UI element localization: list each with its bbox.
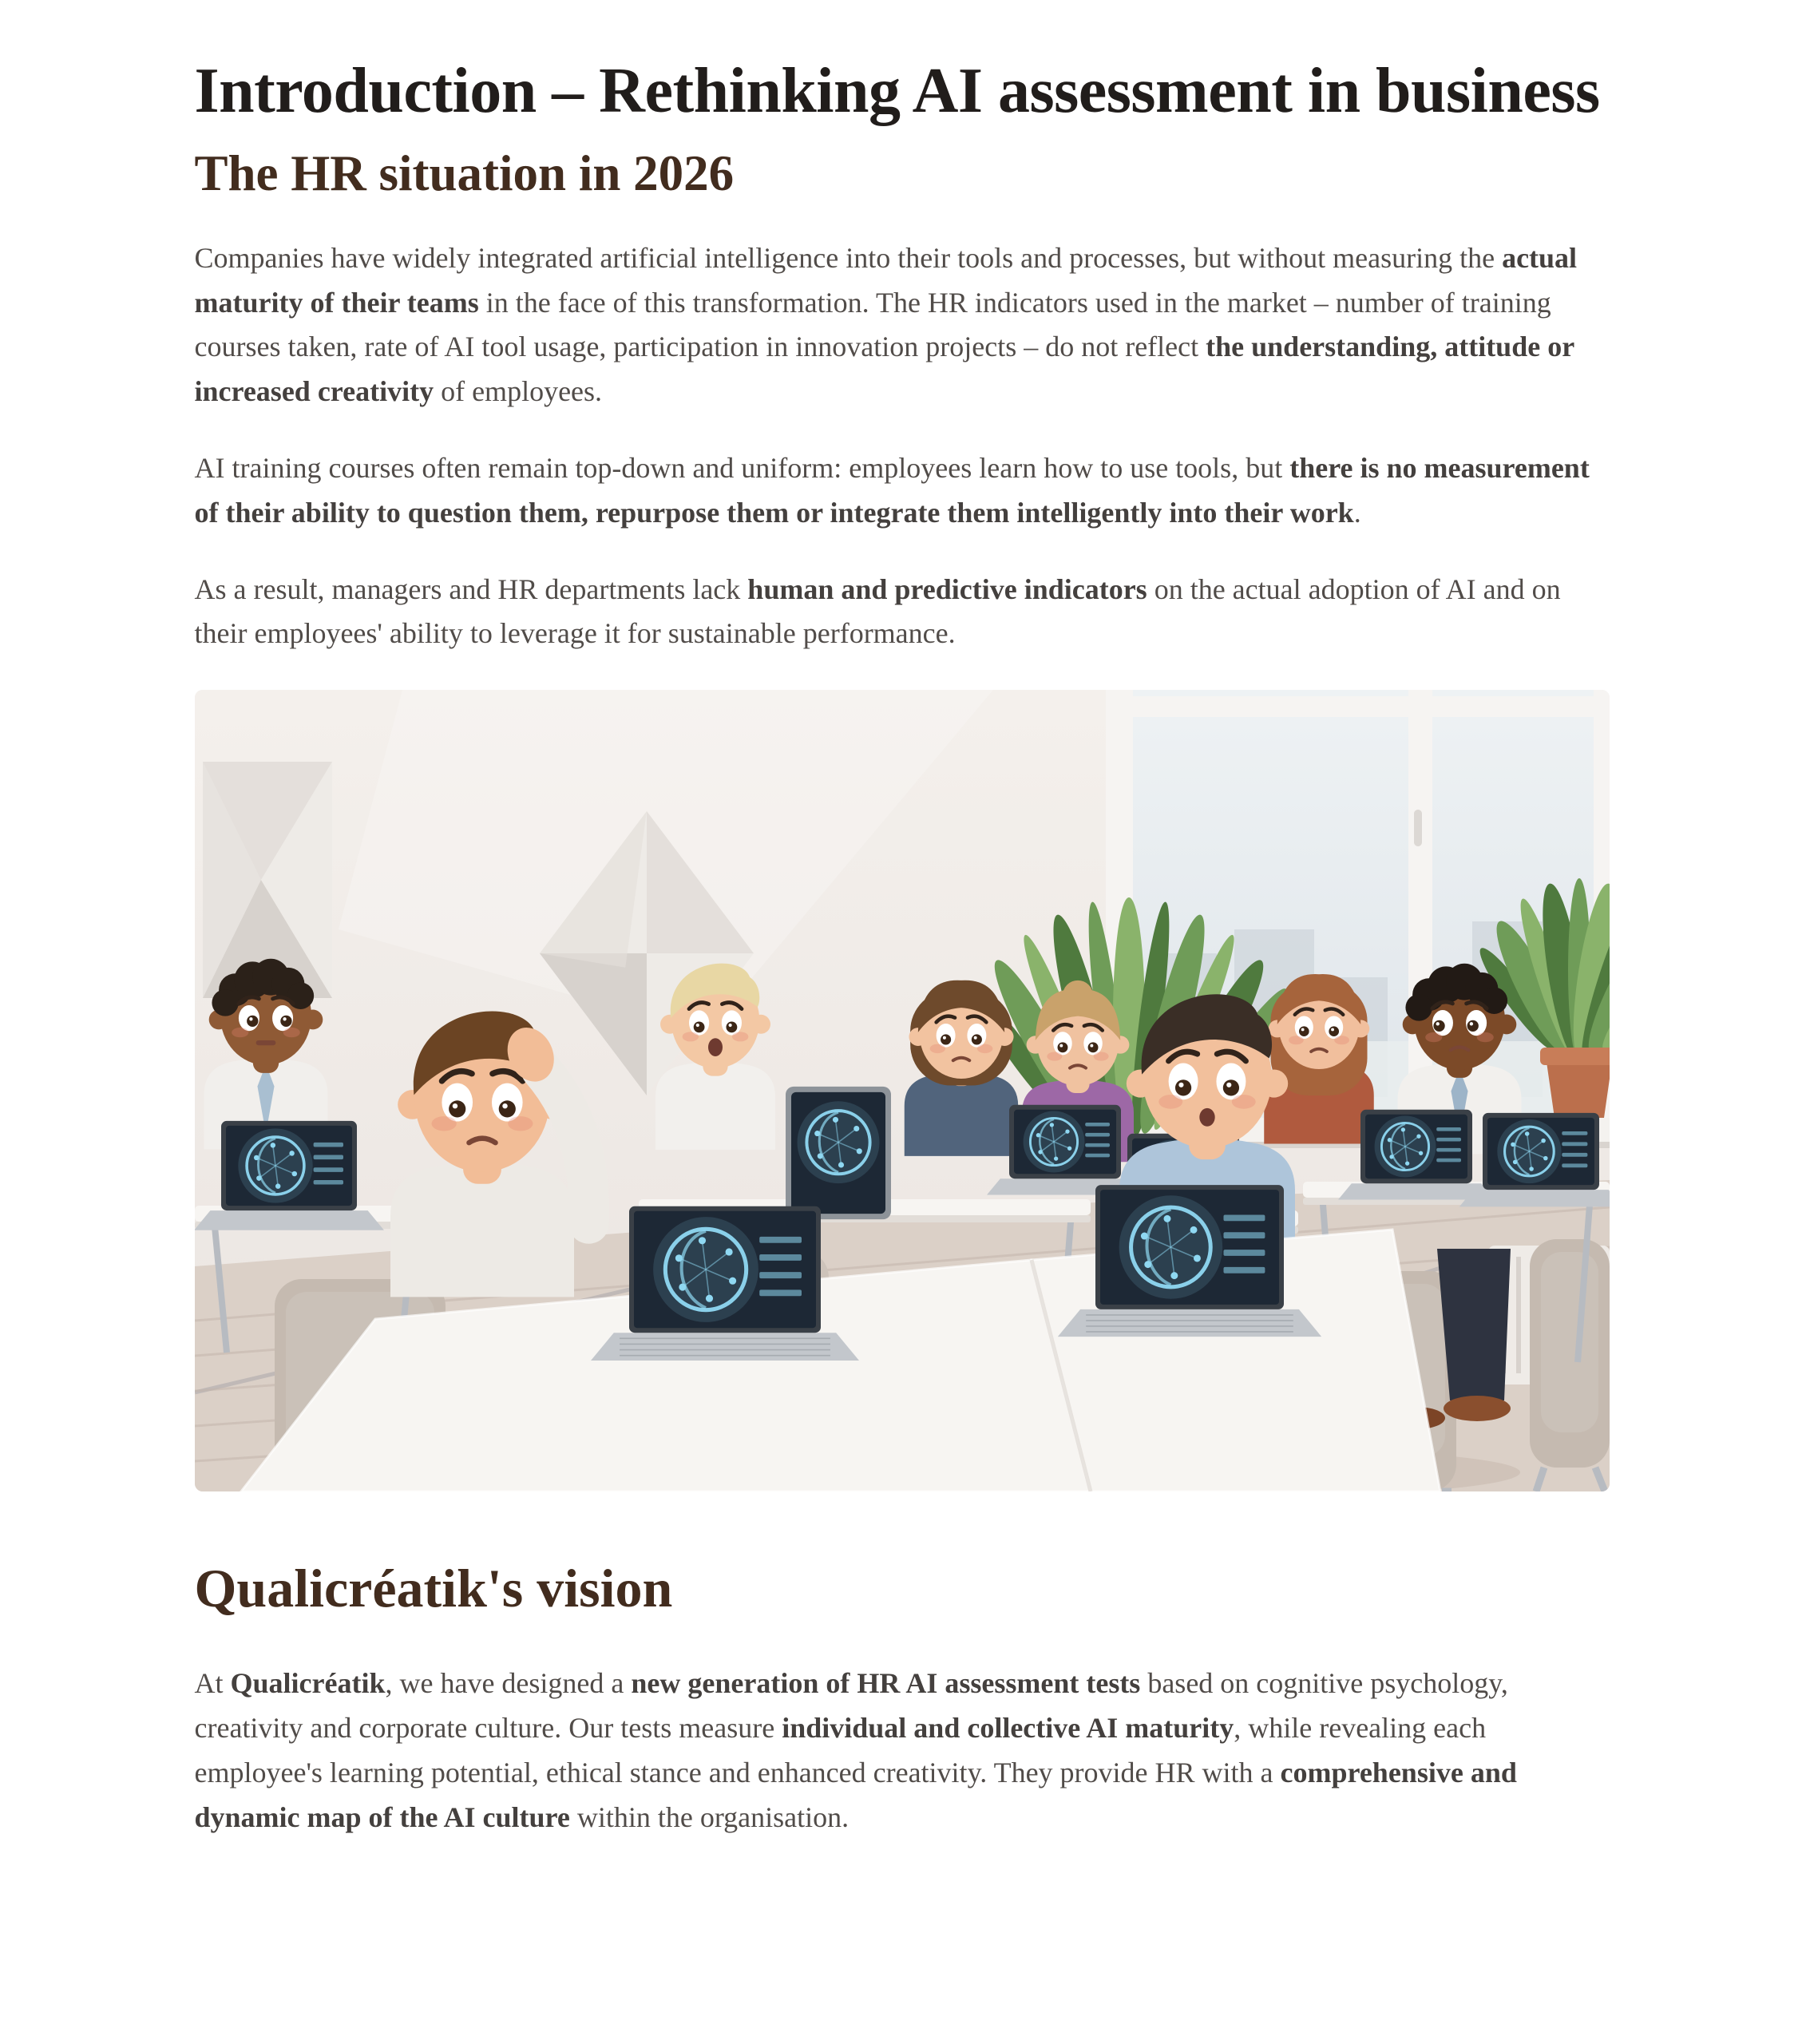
laptop bbox=[591, 1206, 859, 1361]
vision-paragraph: At Qualicréatik, we have designed a new generation of HR AI assessment tests based on cognitive psychology, creativity and corporate culture. Our tests measure individual and collective AI maturity, while revealing each employee's learning potential, ethical stance and enhanced creativity. They provide HR with a comprehensive and dynamic map of the AI culture within the organisation. bbox=[194, 1667, 1517, 1833]
intro-paragraph-3: As a result, managers and HR departments lack human and predictive indicators on the actual adoption of AI and on their employees' ability to leverage it for sustainable performance. bbox=[194, 572, 1561, 650]
laptop bbox=[195, 1121, 384, 1230]
classroom-illustration bbox=[195, 690, 1610, 1491]
laptop bbox=[987, 1105, 1143, 1195]
intro-paragraph-1: Companies have widely integrated artificial intelligence into their tools and processes, but without measuring the actual maturity of their teams in the face of this transformation. The HR indicators used in the market – number of training courses taken, rate of AI tool usage, participation in innovation projects – do not reflect the understanding, attitude or increased creativity of employees. bbox=[194, 241, 1578, 408]
classroom-illustration-svg bbox=[195, 690, 1610, 1491]
laptop bbox=[1338, 1110, 1495, 1200]
character-woman-auburn bbox=[1264, 974, 1374, 1143]
section-heading-vision: Qualicréatik's vision bbox=[194, 1558, 673, 1619]
intro-paragraph-2: AI training courses often remain top-down and uniform: employees learn how to use tools, but there is no measurement of their ability to question them, repurpose them or integrate them intelligently into their work. bbox=[194, 451, 1590, 529]
article bbox=[195, 0, 1612, 1840]
laptop bbox=[1057, 1185, 1321, 1337]
laptop bbox=[786, 1087, 891, 1219]
character-woman-brunette bbox=[904, 980, 1018, 1156]
section-heading-hr-situation: The HR situation in 2026 bbox=[194, 145, 735, 201]
page-title: Introduction – Rethinking AI assessment in business bbox=[194, 56, 1600, 126]
